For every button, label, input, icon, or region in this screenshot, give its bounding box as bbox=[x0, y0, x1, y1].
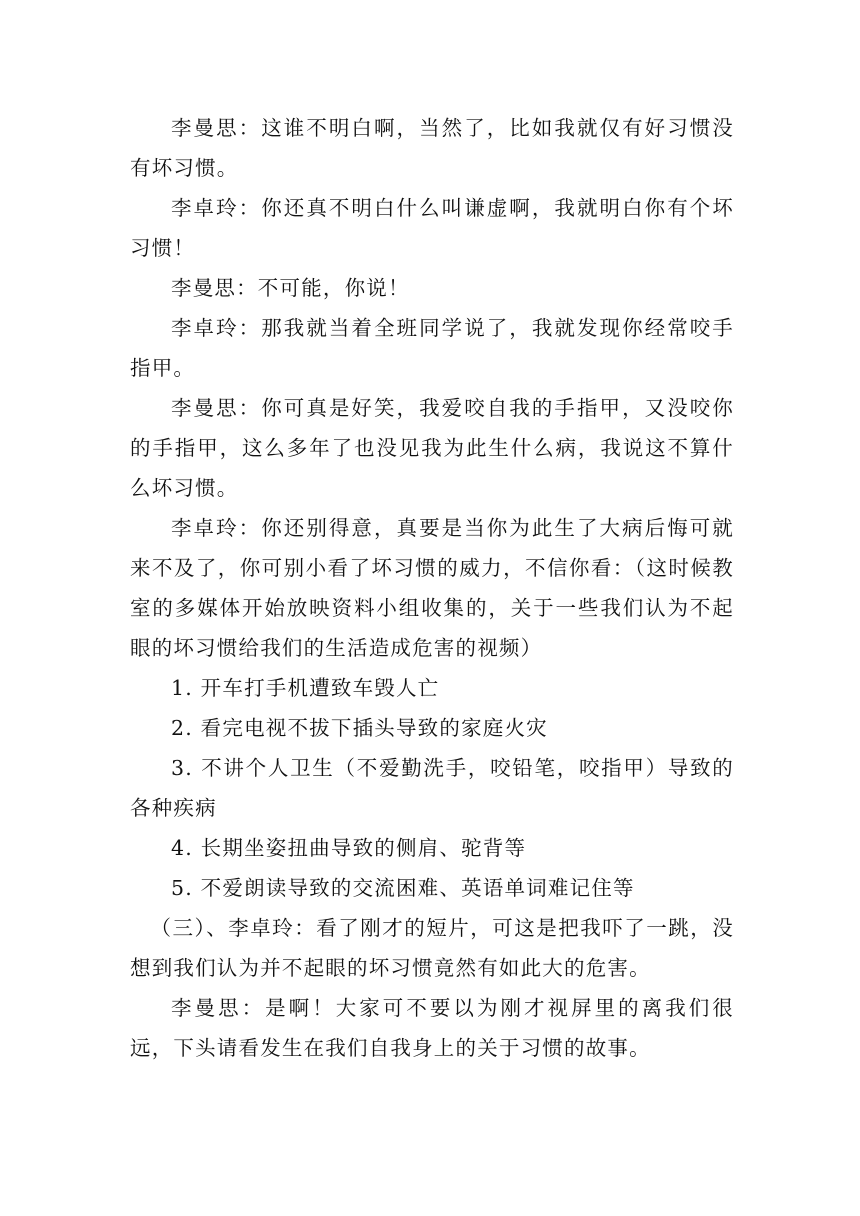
dialogue-paragraph: 李卓玲：那我就当着全班同学说了，我就发现你经常咬手指甲。 bbox=[130, 316, 734, 380]
list-item: 1. 开车打手机遭致车毁人亡 bbox=[171, 676, 440, 700]
list-item: 5. 不爱朗读导致的交流困难、英语单词难记住等 bbox=[171, 876, 635, 900]
dialogue-paragraph: 李卓玲：你还别得意，真要是当你为此生了大病后悔可就来不及了，你可别小看了坏习惯的威力，不信你看：（这时候教室的多媒体开始放映资料小组收集的，关于一些我们认为不起眼的坏习惯给我们的生活造成危害的视频） bbox=[130, 516, 734, 660]
dialogue-paragraph: 李曼思：你可真是好笑，我爱咬自我的手指甲，又没咬你的手指甲，这么多年了也没见我为此生什么病，我说这不算什么坏习惯。 bbox=[130, 396, 734, 500]
document-page bbox=[130, 108, 734, 1068]
list-item: 2. 看完电视不拔下插头导致的家庭火灾 bbox=[171, 716, 548, 740]
list-item: 4. 长期坐姿扭曲导致的侧肩、驼背等 bbox=[171, 836, 527, 860]
dialogue-paragraph: 李曼思：这谁不明白啊，当然了，比如我就仅有好习惯没有坏习惯。 bbox=[130, 116, 734, 180]
section-paragraph: （三）、李卓玲：看了刚才的短片，可这是把我吓了一跳，没想到我们认为并不起眼的坏习惯竟然有如此大的危害。 bbox=[130, 916, 734, 980]
list-item: 3. 不讲个人卫生（不爱勤洗手，咬铅笔，咬指甲）导致的各种疾病 bbox=[130, 756, 734, 820]
dialogue-paragraph: 李曼思：不可能，你说！ bbox=[171, 276, 410, 300]
dialogue-paragraph: 李卓玲：你还真不明白什么叫谦虚啊，我就明白你有个坏习惯！ bbox=[130, 196, 734, 260]
dialogue-paragraph: 李曼思：是啊！大家可不要以为刚才视屏里的离我们很远，下头请看发生在我们自我身上的关于习惯的故事。 bbox=[130, 996, 734, 1060]
